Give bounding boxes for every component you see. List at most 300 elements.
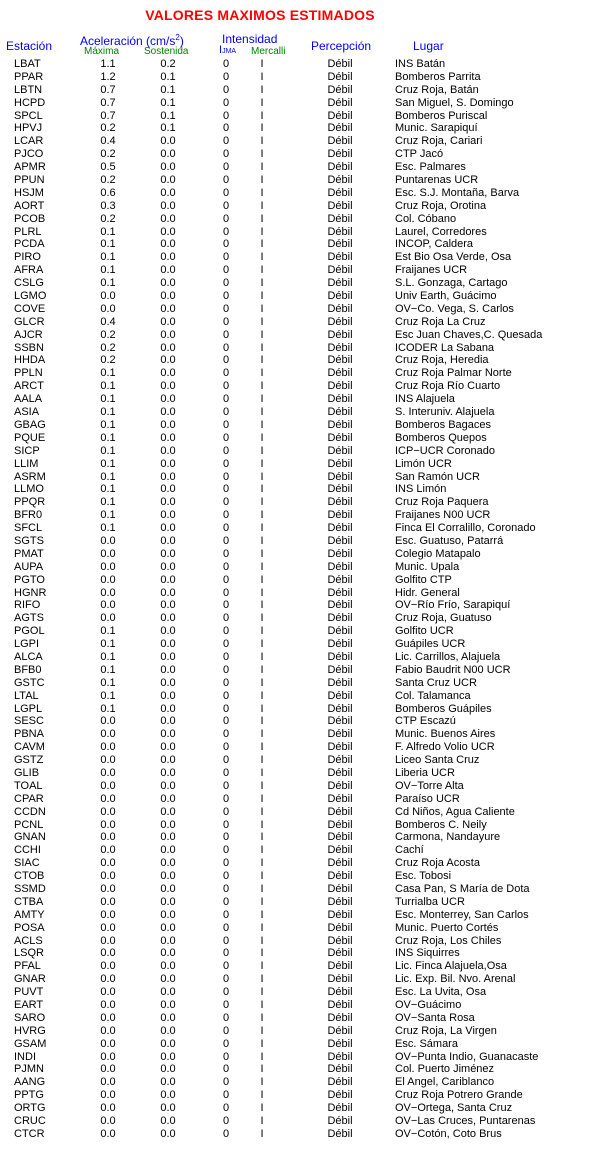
max-acceleration: 1.1 xyxy=(100,58,116,70)
table-row xyxy=(0,290,590,303)
location: Bomberos Quepos xyxy=(395,431,487,444)
max-acceleration: 0.0 xyxy=(100,986,116,999)
location: Lic. Finca Alajuela,Osa xyxy=(395,960,507,973)
location: Esc. Palmares xyxy=(395,161,466,174)
location: Turrialba UCR xyxy=(395,895,465,908)
max-acceleration: 0.0 xyxy=(100,844,116,857)
perception: Débil xyxy=(327,522,353,535)
perception: Débil xyxy=(327,109,353,122)
sustained-acceleration: 0.1 xyxy=(160,83,176,96)
intensity-jma: 0 xyxy=(222,135,230,148)
perception: Débil xyxy=(327,70,353,83)
station-code: LBTN xyxy=(14,83,43,96)
station-code: AFRA xyxy=(14,264,44,277)
intensity-mercalli: I xyxy=(260,844,264,857)
intensity-mercalli: I xyxy=(260,148,264,161)
max-acceleration: 0.1 xyxy=(100,277,116,290)
station-code: GSTZ xyxy=(14,754,44,767)
intensity-mercalli: I xyxy=(260,238,264,251)
station-code: LGMO xyxy=(14,290,47,303)
location: OV−Cotón, Coto Brus xyxy=(395,1127,502,1140)
table-row xyxy=(0,1089,590,1102)
max-acceleration: 0.2 xyxy=(100,328,116,341)
table-row xyxy=(0,690,590,703)
table-row xyxy=(0,651,590,664)
sustained-acceleration: 0.0 xyxy=(160,1024,176,1037)
max-acceleration: 0.0 xyxy=(100,302,116,315)
intensity-jma: 0 xyxy=(222,599,230,612)
station-code: ARCT xyxy=(14,380,44,393)
sustained-acceleration: 0.0 xyxy=(160,1037,176,1050)
sustained-acceleration: 0.0 xyxy=(160,509,176,522)
perception: Débil xyxy=(327,779,353,792)
intensity-mercalli: I xyxy=(260,1127,264,1140)
perception: Débil xyxy=(327,973,353,986)
sustained-acceleration: 0.0 xyxy=(160,612,176,625)
intensity-mercalli: I xyxy=(260,857,264,870)
sustained-acceleration: 0.0 xyxy=(160,1115,176,1128)
location: Cruz Roja La Cruz xyxy=(395,315,486,328)
location: F. Alfredo Volio UCR xyxy=(395,741,495,754)
max-acceleration: 0.1 xyxy=(100,251,116,264)
header-aceleracion-close: ) xyxy=(179,34,184,48)
station-code: SARO xyxy=(14,1011,46,1024)
intensity-mercalli: I xyxy=(260,1024,264,1037)
sustained-acceleration: 0.0 xyxy=(160,779,176,792)
perception: Débil xyxy=(327,650,353,663)
sustained-acceleration: 0.0 xyxy=(160,625,176,638)
intensity-mercalli: I xyxy=(260,805,264,818)
perception: Débil xyxy=(327,960,353,973)
max-acceleration: 0.1 xyxy=(100,380,116,393)
table-row xyxy=(0,483,590,496)
sustained-acceleration: 0.0 xyxy=(160,702,176,715)
perception: Débil xyxy=(327,947,353,960)
intensity-mercalli: I xyxy=(260,766,264,779)
location: Lic. Exp. Bil. Nvo. Arenal xyxy=(395,973,516,986)
perception: Débil xyxy=(327,1076,353,1089)
table-row xyxy=(0,793,590,806)
sustained-acceleration: 0.0 xyxy=(160,483,176,496)
station-code: SESC xyxy=(14,715,44,728)
sustained-acceleration: 0.0 xyxy=(160,212,176,225)
table-row xyxy=(0,58,590,71)
max-acceleration: 0.0 xyxy=(100,831,116,844)
perception: Débil xyxy=(327,792,353,805)
max-acceleration: 0.0 xyxy=(100,573,116,586)
table-row xyxy=(0,819,590,832)
max-acceleration: 0.0 xyxy=(100,599,116,612)
intensity-jma: 0 xyxy=(222,109,230,122)
intensity-mercalli: I xyxy=(260,367,264,380)
intensity-mercalli: I xyxy=(260,1037,264,1050)
sustained-acceleration: 0.0 xyxy=(160,470,176,483)
location: Fraijanes UCR xyxy=(395,264,468,277)
sustained-acceleration: 0.0 xyxy=(160,573,176,586)
max-acceleration: 0.1 xyxy=(100,509,116,522)
station-code: BFB0 xyxy=(14,663,42,676)
station-code: SIAC xyxy=(14,857,40,870)
location: ICP−UCR Coronado xyxy=(395,444,495,457)
table-row xyxy=(0,728,590,741)
intensity-jma: 0 xyxy=(222,573,230,586)
perception: Débil xyxy=(327,251,353,264)
perception: Débil xyxy=(327,238,353,251)
perception: Débil xyxy=(327,328,353,341)
intensity-mercalli: I xyxy=(260,947,264,960)
sustained-acceleration: 0.0 xyxy=(160,1011,176,1024)
station-code: HPVJ xyxy=(14,122,43,135)
location: Esc Juan Chaves,C. Quesada xyxy=(395,328,543,341)
table-row xyxy=(0,84,590,97)
sustained-acceleration: 0.0 xyxy=(160,161,176,174)
max-acceleration: 0.5 xyxy=(100,161,116,174)
table-row xyxy=(0,767,590,780)
intensity-jma: 0 xyxy=(222,1102,230,1115)
max-acceleration: 0.1 xyxy=(100,225,116,238)
max-acceleration: 0.0 xyxy=(100,883,116,895)
sustained-acceleration: 0.0 xyxy=(160,586,176,599)
sustained-acceleration: 0.0 xyxy=(160,328,176,341)
table-row xyxy=(0,1115,590,1128)
table-row xyxy=(0,664,590,677)
intensity-mercalli: I xyxy=(260,934,264,947)
intensity-mercalli: I xyxy=(260,444,264,457)
location: Golfito CTP xyxy=(395,573,452,586)
table-row xyxy=(0,97,590,110)
station-code: PPUN xyxy=(14,174,45,187)
station-code: LBAT xyxy=(14,58,41,70)
station-code: GNAR xyxy=(14,973,46,986)
sustained-acceleration: 0.0 xyxy=(160,857,176,870)
location: Esc. La Uvita, Osa xyxy=(395,986,487,999)
intensity-mercalli: I xyxy=(260,457,264,470)
intensity-mercalli: I xyxy=(260,754,264,767)
table-row xyxy=(0,1012,590,1025)
max-acceleration: 0.1 xyxy=(100,264,116,277)
location: Puntarenas UCR xyxy=(395,174,479,187)
station-code: CPAR xyxy=(14,792,44,805)
perception: Débil xyxy=(327,393,353,406)
station-code: BFR0 xyxy=(14,509,43,522)
max-acceleration: 0.6 xyxy=(100,186,116,199)
max-acceleration: 0.0 xyxy=(100,999,116,1012)
intensity-jma: 0 xyxy=(222,831,230,844)
location: Golfito UCR xyxy=(395,625,454,638)
intensity-mercalli: I xyxy=(260,58,264,70)
location: Cruz Roja Potrero Grande xyxy=(395,1089,523,1102)
perception: Débil xyxy=(327,418,353,431)
table-row xyxy=(0,238,590,251)
max-acceleration: 0.0 xyxy=(100,805,116,818)
perception: Débil xyxy=(327,58,353,70)
max-acceleration: 0.0 xyxy=(100,973,116,986)
station-code: PLRL xyxy=(14,225,42,238)
max-acceleration: 0.1 xyxy=(100,483,116,496)
sustained-acceleration: 0.1 xyxy=(160,96,176,109)
location: Bomberos Bagaces xyxy=(395,418,491,431)
perception: Débil xyxy=(327,367,353,380)
sustained-acceleration: 0.0 xyxy=(160,186,176,199)
max-acceleration: 0.7 xyxy=(100,109,116,122)
intensity-jma: 0 xyxy=(222,225,230,238)
table-row xyxy=(0,844,590,857)
perception: Débil xyxy=(327,148,353,161)
intensity-jma: 0 xyxy=(222,367,230,380)
sustained-acceleration: 0.0 xyxy=(160,741,176,754)
table-row xyxy=(0,522,590,535)
table-row xyxy=(0,806,590,819)
location: Finca El Corralillo, Coronado xyxy=(395,522,536,535)
intensity-jma: 0 xyxy=(222,354,230,367)
perception: Débil xyxy=(327,122,353,135)
intensity-mercalli: I xyxy=(260,406,264,419)
location: Liceo Santa Cruz xyxy=(395,754,480,767)
sustained-acceleration: 0.1 xyxy=(160,109,176,122)
table-row xyxy=(0,213,590,226)
location: ICODER La Sabana xyxy=(395,341,495,354)
location: Casa Pan, S María de Dota xyxy=(395,883,530,895)
perception: Débil xyxy=(327,612,353,625)
intensity-mercalli: I xyxy=(260,393,264,406)
station-code: INDI xyxy=(14,1050,36,1063)
station-code: GNAN xyxy=(14,831,46,844)
intensity-mercalli: I xyxy=(260,328,264,341)
table-row xyxy=(0,71,590,84)
intensity-mercalli: I xyxy=(260,302,264,315)
location: CTP Jacó xyxy=(395,148,444,161)
intensity-mercalli: I xyxy=(260,470,264,483)
sustained-acceleration: 0.0 xyxy=(160,986,176,999)
subheader-maxima: Máxima xyxy=(84,46,120,57)
perception: Débil xyxy=(327,728,353,741)
max-acceleration: 0.0 xyxy=(100,1063,116,1076)
sustained-acceleration: 0.0 xyxy=(160,341,176,354)
station-code: HHDA xyxy=(14,354,46,367)
intensity-jma: 0 xyxy=(222,277,230,290)
sustained-acceleration: 0.0 xyxy=(160,496,176,509)
intensity-mercalli: I xyxy=(260,483,264,496)
table-row xyxy=(0,1051,590,1064)
table-row xyxy=(0,406,590,419)
intensity-jma: 0 xyxy=(222,1127,230,1140)
location: Col. Talamanca xyxy=(395,689,471,702)
intensity-mercalli: I xyxy=(260,70,264,83)
station-code: HCPD xyxy=(14,96,46,109)
table-row xyxy=(0,896,590,909)
station-code: LGPI xyxy=(14,638,40,651)
intensity-mercalli: I xyxy=(260,496,264,509)
intensity-jma: 0 xyxy=(222,161,230,174)
station-code: AJCR xyxy=(14,328,43,341)
intensity-mercalli: I xyxy=(260,186,264,199)
table-row xyxy=(0,496,590,509)
intensity-mercalli: I xyxy=(260,161,264,174)
intensity-jma: 0 xyxy=(222,199,230,212)
sustained-acceleration: 0.0 xyxy=(160,638,176,651)
sustained-acceleration: 0.0 xyxy=(160,766,176,779)
station-code: PGTO xyxy=(14,573,45,586)
perception: Débil xyxy=(327,663,353,676)
intensity-jma: 0 xyxy=(222,986,230,999)
max-acceleration: 0.0 xyxy=(100,895,116,908)
intensity-mercalli: I xyxy=(260,689,264,702)
location: OV−Río Frío, Sarapiquí xyxy=(395,599,511,612)
perception: Débil xyxy=(327,573,353,586)
location: Est Bio Osa Verde, Osa xyxy=(395,251,512,264)
intensity-jma: 0 xyxy=(222,96,230,109)
intensity-jma: 0 xyxy=(222,341,230,354)
intensity-jma: 0 xyxy=(222,895,230,908)
max-acceleration: 0.0 xyxy=(100,766,116,779)
perception: Débil xyxy=(327,96,353,109)
table-row xyxy=(0,316,590,329)
location: El Angel, Cariblanco xyxy=(395,1076,495,1089)
sustained-acceleration: 0.0 xyxy=(160,315,176,328)
station-code: CAVM xyxy=(14,741,45,754)
perception: Débil xyxy=(327,470,353,483)
header-intensidad: Intensidad xyxy=(222,32,278,46)
perception: Débil xyxy=(327,1011,353,1024)
table-row xyxy=(0,883,590,896)
location: OV−Co. Vega, S. Carlos xyxy=(395,302,514,315)
location: Limón UCR xyxy=(395,457,452,470)
max-acceleration: 0.0 xyxy=(100,715,116,728)
station-code: SGTS xyxy=(14,534,44,547)
sustained-acceleration: 0.0 xyxy=(160,1063,176,1076)
max-acceleration: 0.0 xyxy=(100,586,116,599)
max-acceleration: 0.7 xyxy=(100,83,116,96)
intensity-jma: 0 xyxy=(222,431,230,444)
sustained-acceleration: 0.0 xyxy=(160,715,176,728)
perception: Débil xyxy=(327,290,353,303)
table-row xyxy=(0,1128,590,1141)
station-code: LCAR xyxy=(14,135,44,148)
station-code: PIRO xyxy=(14,251,41,264)
intensity-jma: 0 xyxy=(222,302,230,315)
station-code: PCNL xyxy=(14,818,44,831)
intensity-mercalli: I xyxy=(260,625,264,638)
table-row xyxy=(0,960,590,973)
station-code: AANG xyxy=(14,1076,46,1089)
table-row xyxy=(0,122,590,135)
subheader-sostenida: Sostenida xyxy=(144,46,189,57)
table-row xyxy=(0,161,590,174)
perception: Débil xyxy=(327,315,353,328)
location: Santa Cruz UCR xyxy=(395,676,477,689)
intensity-jma: 0 xyxy=(222,1037,230,1050)
max-acceleration: 0.1 xyxy=(100,702,116,715)
max-acceleration: 0.0 xyxy=(100,547,116,560)
sustained-acceleration: 0.0 xyxy=(160,805,176,818)
intensity-jma: 0 xyxy=(222,393,230,406)
perception: Débil xyxy=(327,174,353,187)
perception: Débil xyxy=(327,702,353,715)
station-code: LSQR xyxy=(14,947,44,960)
intensity-jma: 0 xyxy=(222,444,230,457)
table-row xyxy=(0,638,590,651)
perception: Débil xyxy=(327,844,353,857)
intensity-jma: 0 xyxy=(222,947,230,960)
sustained-acceleration: 0.0 xyxy=(160,689,176,702)
perception: Débil xyxy=(327,83,353,96)
max-acceleration: 0.0 xyxy=(100,612,116,625)
station-code: PBNA xyxy=(14,728,44,741)
location: Esc. Monterrey, San Carlos xyxy=(395,908,529,921)
intensity-mercalli: I xyxy=(260,986,264,999)
location: Esc. Sámara xyxy=(395,1037,458,1050)
station-code: POSA xyxy=(14,921,45,934)
station-code: COVE xyxy=(14,302,46,315)
location: Cruz Roja Palmar Norte xyxy=(395,367,512,380)
location: Munic. Puerto Cortés xyxy=(395,921,499,934)
intensity-jma: 0 xyxy=(222,380,230,393)
intensity-mercalli: I xyxy=(260,122,264,135)
intensity-jma: 0 xyxy=(222,264,230,277)
location: Univ Earth, Guácimo xyxy=(395,290,497,303)
max-acceleration: 0.0 xyxy=(100,1024,116,1037)
location: Laurel, Corredores xyxy=(395,225,487,238)
intensity-mercalli: I xyxy=(260,315,264,328)
sustained-acceleration: 0.0 xyxy=(160,921,176,934)
intensity-mercalli: I xyxy=(260,212,264,225)
station-code: GSAM xyxy=(14,1037,47,1050)
station-code: AMTY xyxy=(14,908,45,921)
subheader-mercalli: Mercalli xyxy=(251,46,286,57)
intensity-jma: 0 xyxy=(222,715,230,728)
max-acceleration: 0.2 xyxy=(100,122,116,135)
sustained-acceleration: 0.0 xyxy=(160,999,176,1012)
table-row xyxy=(0,135,590,148)
sustained-acceleration: 0.0 xyxy=(160,148,176,161)
location: Cruz Roja, Heredia xyxy=(395,354,489,367)
table-row xyxy=(0,419,590,432)
intensity-jma: 0 xyxy=(222,908,230,921)
table-row xyxy=(0,393,590,406)
header-percepcion: Percepción xyxy=(311,39,372,53)
max-acceleration: 0.7 xyxy=(100,96,116,109)
max-acceleration: 0.3 xyxy=(100,199,116,212)
max-acceleration: 0.1 xyxy=(100,522,116,535)
station-code: SFCL xyxy=(14,522,43,535)
table-row xyxy=(0,226,590,239)
perception: Débil xyxy=(327,135,353,148)
intensity-jma: 0 xyxy=(222,1050,230,1063)
intensity-jma: 0 xyxy=(222,754,230,767)
intensity-jma: 0 xyxy=(222,547,230,560)
perception: Débil xyxy=(327,483,353,496)
station-code: PUVT xyxy=(14,986,44,999)
location: Cruz Roja, Guatuso xyxy=(395,612,492,625)
perception: Débil xyxy=(327,638,353,651)
table-row xyxy=(0,264,590,277)
intensity-mercalli: I xyxy=(260,522,264,535)
max-acceleration: 0.0 xyxy=(100,534,116,547)
max-acceleration: 0.0 xyxy=(100,857,116,870)
station-code: LTAL xyxy=(14,689,39,702)
table-row xyxy=(0,999,590,1012)
location: OV−Punta Indio, Guanacaste xyxy=(395,1050,539,1063)
intensity-jma: 0 xyxy=(222,83,230,96)
location: Colegio Matapalo xyxy=(395,547,481,560)
intensity-jma: 0 xyxy=(222,934,230,947)
perception: Débil xyxy=(327,754,353,767)
intensity-jma: 0 xyxy=(222,612,230,625)
subheader-ijma-sub: JMA xyxy=(222,48,237,55)
table-row xyxy=(0,1038,590,1051)
station-code: SSMD xyxy=(14,883,46,895)
perception: Débil xyxy=(327,380,353,393)
